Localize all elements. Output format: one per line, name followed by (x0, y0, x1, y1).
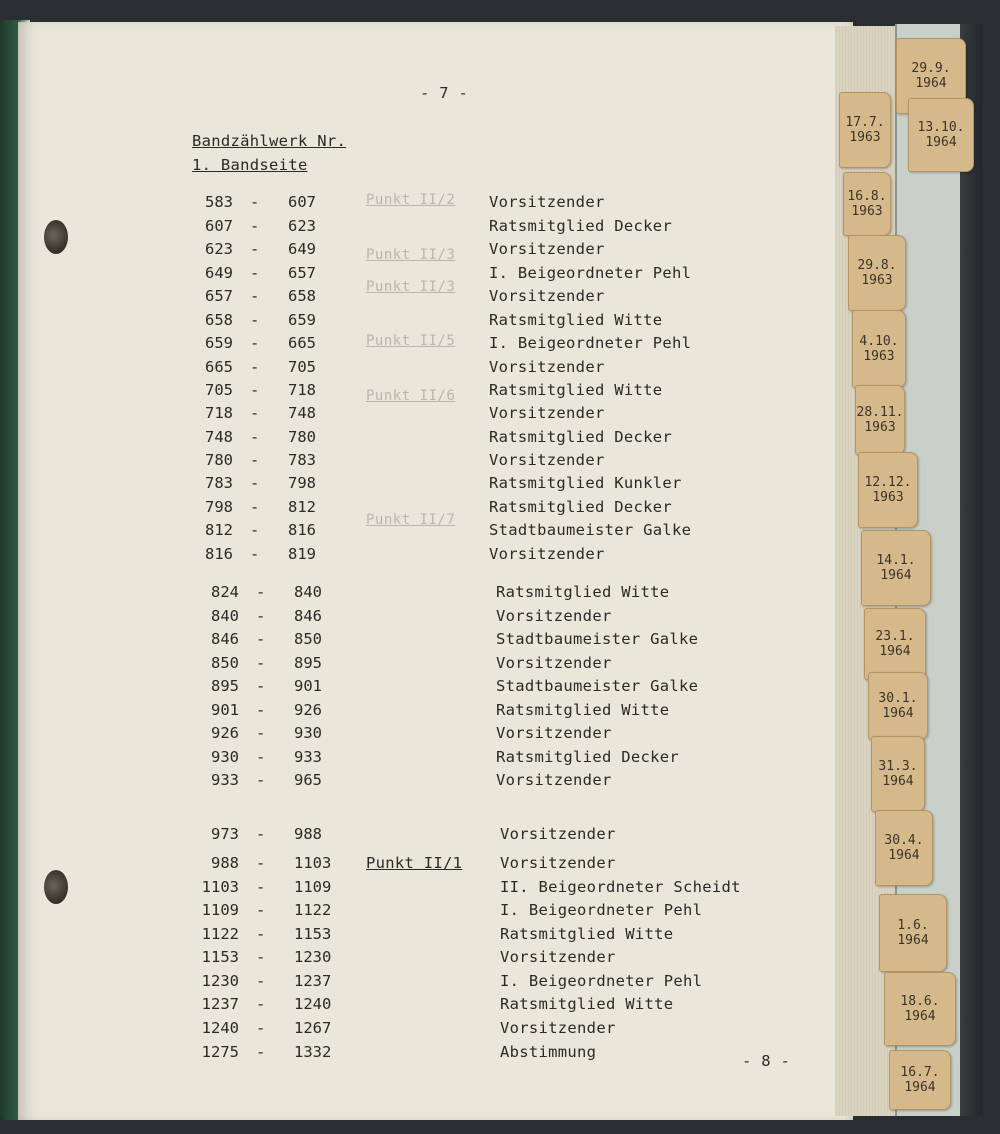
counter-from: 658 (205, 311, 233, 329)
date-tab[interactable]: 30.4. 1964 (875, 810, 933, 886)
counter-from: 850 (211, 654, 239, 672)
speaker-name: Ratsmitglied Witte (500, 995, 674, 1013)
binder-ring-bottom (44, 870, 68, 904)
range-dash: - (250, 240, 260, 258)
range-dash: - (250, 521, 260, 539)
counter-to: 607 (288, 193, 316, 211)
speaker-name: Vorsitzender (500, 825, 616, 843)
range-dash: - (256, 1019, 266, 1037)
range-dash: - (250, 498, 260, 516)
counter-from: 840 (211, 607, 239, 625)
bleed-through-text: Punkt II/6 (366, 388, 456, 404)
range-dash: - (250, 451, 260, 469)
binder-ring-top (44, 220, 68, 254)
counter-to: 665 (288, 334, 316, 352)
counter-from: 783 (205, 474, 233, 492)
counter-from: 812 (205, 521, 233, 539)
speaker-name: Ratsmitglied Kunkler (489, 474, 682, 492)
counter-from: 583 (205, 193, 233, 211)
date-tab[interactable]: 18.6. 1964 (884, 972, 956, 1046)
bleed-through-text: Punkt II/7 (366, 512, 456, 528)
speaker-name: Stadtbaumeister Galke (489, 521, 692, 539)
date-tab[interactable]: 16.7. 1964 (889, 1050, 951, 1110)
speaker-name: Vorsitzender (489, 358, 605, 376)
speaker-name: Vorsitzender (489, 545, 605, 563)
counter-to: 895 (294, 654, 322, 672)
counter-to: 1103 (294, 854, 332, 872)
counter-to: 988 (294, 825, 322, 843)
date-tab[interactable]: 31.3. 1964 (871, 736, 925, 812)
counter-from: 901 (211, 701, 239, 719)
range-dash: - (256, 854, 266, 872)
range-dash: - (250, 287, 260, 305)
range-dash: - (250, 474, 260, 492)
counter-from: 926 (211, 724, 239, 742)
speaker-name: I. Beigeordneter Pehl (489, 334, 692, 352)
range-dash: - (250, 264, 260, 282)
date-tab[interactable]: 4.10. 1963 (852, 310, 906, 388)
date-tab[interactable]: 17.7. 1963 (839, 92, 891, 168)
bleed-through-text: Punkt II/5 (366, 333, 456, 349)
counter-to: 933 (294, 748, 322, 766)
range-dash: - (250, 358, 260, 376)
counter-from: 705 (205, 381, 233, 399)
counter-to: 657 (288, 264, 316, 282)
range-dash: - (250, 311, 260, 329)
counter-from: 1240 (201, 1019, 239, 1037)
agenda-point: Punkt II/1 (366, 854, 463, 872)
speaker-name: Ratsmitglied Witte (489, 381, 663, 399)
counter-from: 649 (205, 264, 233, 282)
page-number: - 7 - (420, 84, 469, 102)
counter-from: 798 (205, 498, 233, 516)
speaker-name: Vorsitzender (489, 287, 605, 305)
range-dash: - (256, 925, 266, 943)
range-dash: - (256, 630, 266, 648)
counter-from: 824 (211, 583, 239, 601)
counter-to: 1332 (294, 1043, 332, 1061)
counter-from: 846 (211, 630, 239, 648)
counter-from: 659 (205, 334, 233, 352)
range-dash: - (256, 878, 266, 896)
range-dash: - (256, 771, 266, 789)
date-tab[interactable]: 16.8. 1963 (843, 172, 891, 236)
speaker-name: Vorsitzender (496, 607, 612, 625)
range-dash: - (256, 583, 266, 601)
speaker-name: Stadtbaumeister Galke (496, 677, 699, 695)
range-dash: - (250, 334, 260, 352)
counter-from: 1230 (201, 972, 239, 990)
speaker-name: II. Beigeordneter Scheidt (500, 878, 741, 896)
counter-to: 780 (288, 428, 316, 446)
date-tab[interactable]: 30.1. 1964 (868, 672, 928, 740)
counter-to: 819 (288, 545, 316, 563)
speaker-name: Ratsmitglied Witte (489, 311, 663, 329)
range-dash: - (256, 701, 266, 719)
speaker-name: Vorsitzender (500, 854, 616, 872)
counter-to: 901 (294, 677, 322, 695)
bleed-through-text: Punkt II/2 (366, 192, 456, 208)
speaker-name: Ratsmitglied Decker (489, 428, 673, 446)
speaker-name: Ratsmitglied Decker (489, 498, 673, 516)
counter-to: 705 (288, 358, 316, 376)
range-dash: - (256, 748, 266, 766)
counter-to: 798 (288, 474, 316, 492)
counter-to: 1122 (294, 901, 332, 919)
speaker-name: Vorsitzender (489, 240, 605, 258)
counter-from: 657 (205, 287, 233, 305)
speaker-name: Ratsmitglied Decker (496, 748, 680, 766)
document-page (18, 22, 853, 1120)
speaker-name: Vorsitzender (496, 654, 612, 672)
date-tab[interactable]: 28.11. 1963 (855, 385, 905, 455)
counter-to: 816 (288, 521, 316, 539)
counter-to: 1237 (294, 972, 332, 990)
counter-to: 926 (294, 701, 322, 719)
counter-to: 850 (294, 630, 322, 648)
next-page-marker: - 8 - (742, 1052, 791, 1070)
range-dash: - (250, 404, 260, 422)
counter-from: 895 (211, 677, 239, 695)
header-counter-label: Bandzählwerk Nr. (192, 132, 347, 150)
counter-to: 623 (288, 217, 316, 235)
counter-to: 965 (294, 771, 322, 789)
date-tab[interactable]: 12.12. 1963 (858, 452, 918, 528)
counter-from: 780 (205, 451, 233, 469)
counter-from: 1237 (201, 995, 239, 1013)
date-tab[interactable]: 29.8. 1963 (848, 235, 906, 311)
range-dash: - (250, 193, 260, 211)
counter-to: 748 (288, 404, 316, 422)
counter-from: 1275 (201, 1043, 239, 1061)
speaker-name: I. Beigeordneter Pehl (489, 264, 692, 282)
range-dash: - (250, 545, 260, 563)
counter-from: 933 (211, 771, 239, 789)
counter-from: 816 (205, 545, 233, 563)
counter-from: 623 (205, 240, 233, 258)
date-tab[interactable]: 13.10. 1964 (908, 98, 974, 172)
speaker-name: Vorsitzender (496, 771, 612, 789)
bleed-through-text: Punkt II/3 (366, 247, 456, 263)
speaker-name: Vorsitzender (489, 404, 605, 422)
counter-from: 607 (205, 217, 233, 235)
speaker-name: I. Beigeordneter Pehl (500, 901, 703, 919)
counter-to: 783 (288, 451, 316, 469)
counter-to: 649 (288, 240, 316, 258)
range-dash: - (250, 381, 260, 399)
counter-to: 1109 (294, 878, 332, 896)
speaker-name: Vorsitzender (496, 724, 612, 742)
counter-from: 1153 (201, 948, 239, 966)
counter-to: 658 (288, 287, 316, 305)
range-dash: - (256, 677, 266, 695)
counter-to: 846 (294, 607, 322, 625)
speaker-name: Vorsitzender (489, 451, 605, 469)
range-dash: - (256, 901, 266, 919)
range-dash: - (250, 217, 260, 235)
speaker-name: Ratsmitglied Decker (489, 217, 673, 235)
date-tab[interactable]: 29.9. 1964 (896, 38, 966, 114)
range-dash: - (256, 724, 266, 742)
speaker-name: Ratsmitglied Witte (496, 701, 670, 719)
range-dash: - (256, 654, 266, 672)
range-dash: - (256, 825, 266, 843)
counter-to: 812 (288, 498, 316, 516)
counter-from: 718 (205, 404, 233, 422)
speaker-name: Stadtbaumeister Galke (496, 630, 699, 648)
counter-from: 1109 (201, 901, 239, 919)
speaker-name: Vorsitzender (500, 948, 616, 966)
counter-from: 930 (211, 748, 239, 766)
counter-to: 1230 (294, 948, 332, 966)
range-dash: - (256, 607, 266, 625)
range-dash: - (256, 1043, 266, 1061)
speaker-name: Vorsitzender (500, 1019, 616, 1037)
counter-to: 840 (294, 583, 322, 601)
speaker-name: Ratsmitglied Witte (500, 925, 674, 943)
counter-from: 988 (211, 854, 239, 872)
counter-to: 1267 (294, 1019, 332, 1037)
range-dash: - (250, 428, 260, 446)
counter-from: 1103 (201, 878, 239, 896)
counter-from: 665 (205, 358, 233, 376)
counter-to: 1153 (294, 925, 332, 943)
speaker-name: Ratsmitglied Witte (496, 583, 670, 601)
bleed-through-text: Punkt II/3 (366, 279, 456, 295)
date-tab[interactable]: 1.6. 1964 (879, 894, 947, 972)
date-tab[interactable]: 14.1. 1964 (861, 530, 931, 606)
counter-from: 1122 (201, 925, 239, 943)
counter-to: 659 (288, 311, 316, 329)
counter-from: 973 (211, 825, 239, 843)
counter-to: 930 (294, 724, 322, 742)
header-side-label: 1. Bandseite (192, 156, 308, 174)
speaker-name: Abstimmung (500, 1043, 597, 1061)
speaker-name: I. Beigeordneter Pehl (500, 972, 703, 990)
range-dash: - (256, 948, 266, 966)
range-dash: - (256, 995, 266, 1013)
counter-from: 748 (205, 428, 233, 446)
date-tab[interactable]: 23.1. 1964 (864, 608, 926, 680)
range-dash: - (256, 972, 266, 990)
speaker-name: Vorsitzender (489, 193, 605, 211)
counter-to: 718 (288, 381, 316, 399)
counter-to: 1240 (294, 995, 332, 1013)
